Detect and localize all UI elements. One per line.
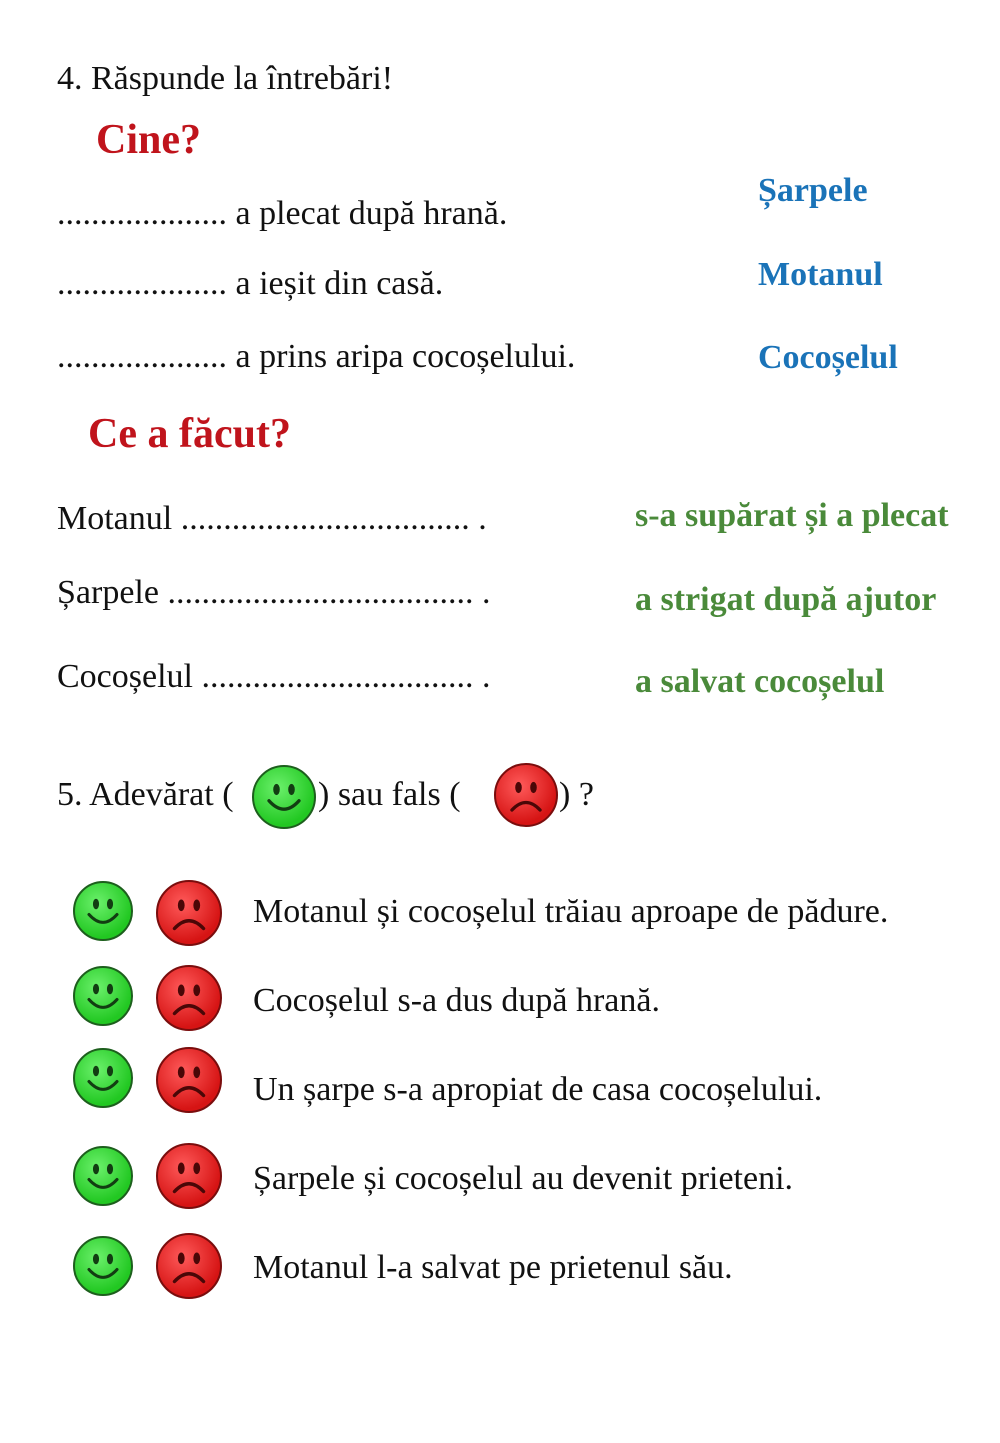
section-5-prefix: 5. Adevărat (: [57, 776, 234, 813]
sad-face-icon: [494, 763, 558, 827]
section-5-suffix: ) ?: [559, 776, 594, 813]
false-button-2[interactable]: [156, 965, 222, 1031]
ce-option-suparat[interactable]: s-a supărat și a plecat: [635, 497, 949, 534]
happy-face-icon: [252, 765, 316, 829]
section-5-middle: ) sau fals (: [318, 776, 461, 813]
section-4-title: 4. Răspunde la întrebări!: [57, 60, 394, 97]
false-button-4[interactable]: [156, 1143, 222, 1209]
heading-ce-a-facut: Ce a făcut?: [88, 411, 291, 457]
statement-text-5: Motanul l-a salvat pe prietenul său.: [253, 1249, 733, 1286]
false-button-3[interactable]: [156, 1047, 222, 1113]
cine-sentence-2: .................... a ieșit din casă.: [57, 265, 444, 302]
cine-option-sarpele[interactable]: Șarpele: [758, 172, 868, 209]
statement-text-3: Un șarpe s-a apropiat de casa cocoșelului.: [253, 1071, 823, 1108]
true-button-3[interactable]: [73, 1048, 133, 1108]
statement-text-2: Cocoșelul s-a dus după hrană.: [253, 982, 660, 1019]
heading-cine: Cine?: [96, 117, 201, 163]
ce-option-strigat[interactable]: a strigat după ajutor: [635, 581, 937, 618]
ce-sentence-sarpele: Șarpele .................................... .: [57, 574, 491, 611]
statement-text-1: Motanul și cocoșelul trăiau aproape de pădure.: [253, 893, 889, 930]
cine-option-cocoselul[interactable]: Cocoșelul: [758, 339, 898, 376]
statement-text-4: Șarpele și cocoșelul au devenit prieteni.: [253, 1160, 794, 1197]
cine-option-motanul[interactable]: Motanul: [758, 256, 883, 293]
false-button-5[interactable]: [156, 1233, 222, 1299]
true-button-1[interactable]: [73, 881, 133, 941]
cine-sentence-1: .................... a plecat după hrană.: [57, 195, 508, 232]
ce-sentence-motanul: Motanul .................................. .: [57, 500, 487, 537]
ce-option-salvat[interactable]: a salvat cocoșelul: [635, 663, 885, 700]
true-button-4[interactable]: [73, 1146, 133, 1206]
true-button-5[interactable]: [73, 1236, 133, 1296]
cine-sentence-3: .................... a prins aripa cocoșelului.: [57, 338, 576, 375]
false-button-1[interactable]: [156, 880, 222, 946]
ce-sentence-cocoselul: Cocoșelul ................................ .: [57, 658, 491, 695]
true-button-2[interactable]: [73, 966, 133, 1026]
